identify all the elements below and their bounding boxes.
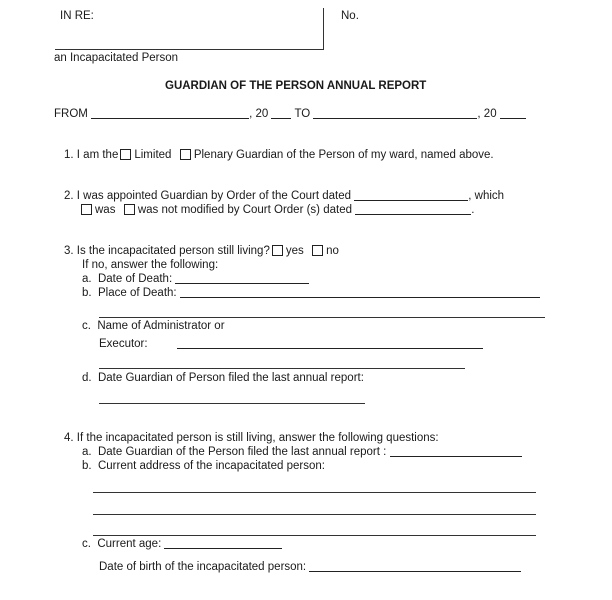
item-3a: [82, 272, 309, 286]
appointment-date-field[interactable]: [354, 189, 468, 201]
limited-label: Limited: [134, 149, 172, 161]
plenary-label: Plenary Guardian of the Person of my ward, named above.: [193, 149, 494, 161]
executor-label: Executor:: [99, 338, 148, 350]
to-date-field[interactable]: [313, 107, 477, 119]
item-1: [64, 148, 494, 162]
from-date-field[interactable]: [91, 107, 249, 119]
limited-checkbox[interactable]: [120, 149, 131, 160]
item-1-text: I am the: [76, 149, 119, 161]
was-not-checkbox[interactable]: [124, 204, 135, 215]
item-4-intro: [64, 431, 439, 445]
to-label: TO: [294, 108, 311, 120]
caption-divider-vertical: [323, 8, 324, 49]
living-no-checkbox[interactable]: [312, 245, 323, 256]
item-4b-letter: b.: [82, 460, 92, 472]
place-of-death-label: Place of Death:: [97, 287, 177, 299]
if-no-instruction: If no, answer the following:: [82, 259, 219, 271]
address-field-line-1[interactable]: [93, 492, 536, 493]
caption-divider-horizontal: [55, 49, 324, 50]
place-of-death-field[interactable]: [180, 286, 540, 298]
item-3c: [82, 319, 225, 333]
address-field-line-3[interactable]: [93, 535, 536, 536]
item-3a-letter: a.: [82, 273, 92, 285]
item-2-text: I was appointed Guardian by Order of the Court dated: [76, 190, 352, 202]
from-label: FROM: [54, 108, 88, 120]
item-4-number: 4.: [64, 432, 74, 444]
item-4c-letter: c.: [82, 538, 91, 550]
administrator-label: Name of Administrator or: [97, 320, 225, 332]
plenary-checkbox[interactable]: [180, 149, 191, 160]
item-1-number: 1.: [64, 149, 74, 161]
item-4a-letter: a.: [82, 446, 92, 458]
dob-line: [99, 560, 521, 574]
yes-label: yes: [285, 245, 304, 257]
date-of-death-field[interactable]: [175, 272, 309, 284]
dob-label: Date of birth of the incapacitated person:: [99, 561, 307, 573]
was-label: was: [95, 204, 116, 216]
current-address-label: Current address of the incapacitated person:: [97, 460, 325, 472]
current-age-label: Current age:: [97, 538, 162, 550]
item-4b: [82, 459, 325, 473]
item-4a: [82, 445, 522, 459]
case-number-label: No.: [341, 10, 359, 22]
item-3-number: 3.: [64, 245, 74, 257]
filed-last-report-field[interactable]: [390, 445, 522, 457]
item-4c: [82, 537, 282, 551]
item-3b-letter: b.: [82, 287, 92, 299]
filed-last-report-label: Date Guardian of the Person filed the last annual report :: [97, 446, 387, 458]
date-of-death-label: Date of Death:: [97, 273, 173, 285]
place-of-death-field-line-2[interactable]: [99, 317, 545, 318]
year-label-2: , 20: [477, 108, 497, 120]
executor-line: [99, 337, 483, 351]
executor-field-line-2[interactable]: [99, 368, 465, 369]
was-not-label: was not: [137, 204, 178, 216]
last-report-date-label: Date Guardian of Person filed the last annual report:: [97, 372, 364, 384]
item-3-question: [64, 244, 339, 258]
living-yes-checkbox[interactable]: [272, 245, 283, 256]
item-3c-letter: c.: [82, 320, 91, 332]
item-4-intro-text: If the incapacitated person is still living, answer the following questions:: [76, 432, 439, 444]
item-3-question-text: Is the incapacitated person still living?: [76, 245, 270, 257]
item-3b: [82, 286, 540, 300]
to-year-field[interactable]: [500, 107, 526, 119]
in-re-label: IN RE:: [60, 10, 94, 22]
last-report-date-field[interactable]: [99, 403, 365, 404]
address-field-line-2[interactable]: [93, 514, 536, 515]
item-2-line-2: [79, 203, 474, 217]
modified-label: modified by Court Order (s) dated: [180, 204, 352, 216]
item-2-number: 2.: [64, 190, 74, 202]
current-age-field[interactable]: [164, 537, 282, 549]
item-3d-letter: d.: [82, 372, 92, 384]
modified-date-field[interactable]: [355, 203, 471, 215]
was-checkbox[interactable]: [81, 204, 92, 215]
executor-field[interactable]: [177, 337, 483, 349]
year-label-1: , 20: [249, 108, 269, 120]
item-2-period: .: [471, 204, 475, 216]
incapacitated-person-label: an Incapacitated Person: [54, 52, 179, 64]
which-label: , which: [468, 190, 505, 202]
dob-field[interactable]: [309, 560, 521, 572]
item-3d: [82, 371, 364, 385]
from-year-field[interactable]: [271, 107, 291, 119]
period-line: [54, 107, 526, 121]
document-title: GUARDIAN OF THE PERSON ANNUAL REPORT: [165, 80, 427, 92]
item-2-line-1: [64, 189, 504, 203]
no-label: no: [326, 245, 339, 257]
